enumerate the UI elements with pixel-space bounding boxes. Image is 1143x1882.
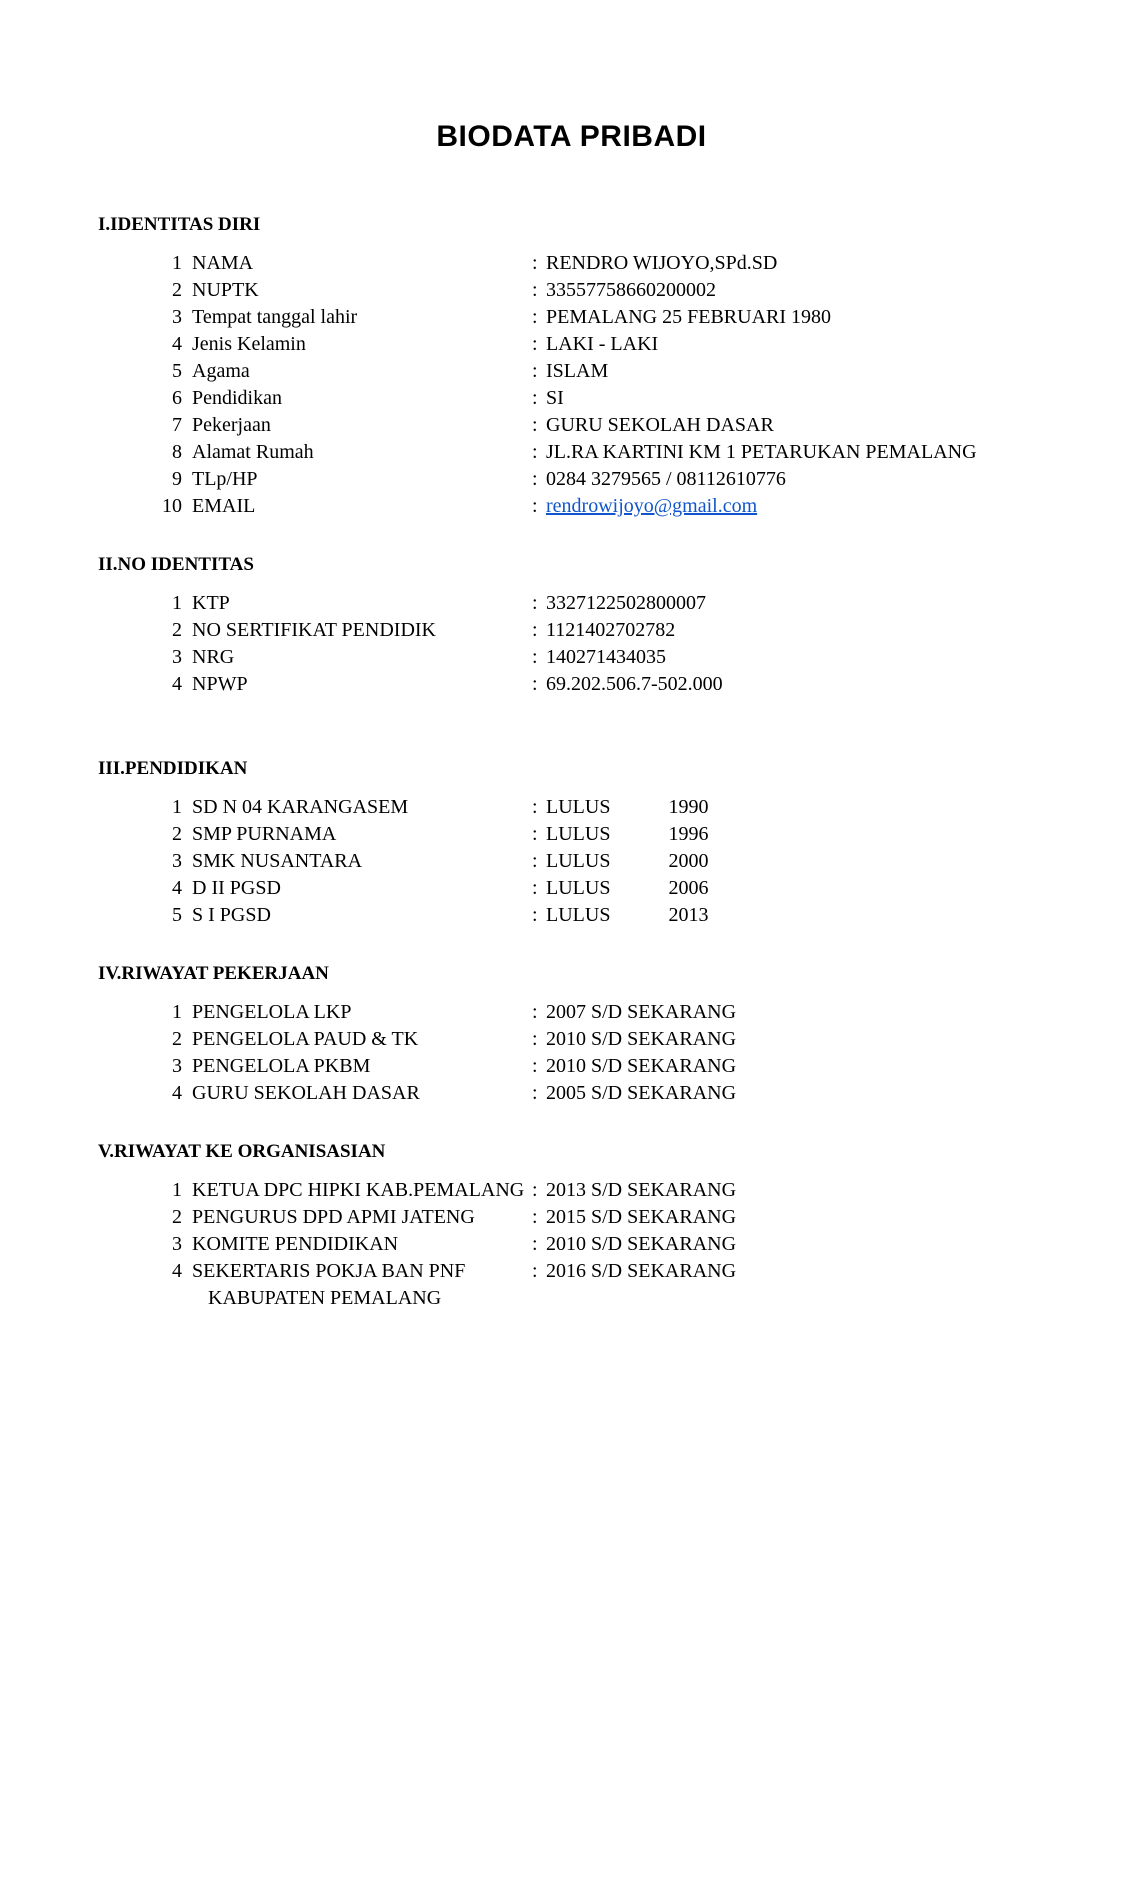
- list-item: [150, 1026, 1053, 1053]
- row-colon: :: [532, 823, 538, 845]
- row-value: ISLAM: [546, 360, 609, 382]
- row-label: PENGELOLA LKP: [192, 1001, 352, 1023]
- list-item: [150, 1258, 1053, 1285]
- list-item: [150, 331, 1053, 358]
- row-number: 2: [172, 279, 182, 301]
- row-label: S I PGSD: [192, 904, 271, 926]
- row-value: LAKI - LAKI: [546, 333, 659, 355]
- row-value: LULUS: [546, 877, 611, 899]
- section-riwayat-organisasi: [90, 1141, 1053, 1312]
- row-value: 1121402702782: [546, 619, 676, 641]
- list-item: [150, 617, 1053, 644]
- row-label: KTP: [192, 592, 230, 614]
- row-colon: :: [532, 796, 538, 818]
- section-rows: [90, 590, 1053, 698]
- row-label: KOMITE PENDIDIKAN: [192, 1233, 399, 1255]
- section-heading: V.RIWAYAT KE ORGANISASIAN: [98, 1141, 386, 1162]
- row-value: PEMALANG 25 FEBRUARI 1980: [546, 306, 832, 328]
- row-colon: :: [532, 646, 538, 668]
- list-item: [150, 590, 1053, 617]
- section-identitas-diri: [90, 214, 1053, 520]
- row-value: SI: [546, 387, 564, 409]
- row-value: LULUS: [546, 904, 611, 926]
- list-item: [150, 358, 1053, 385]
- row-colon: :: [532, 279, 538, 301]
- list-item: [150, 277, 1053, 304]
- row-colon: :: [532, 1260, 538, 1282]
- row-label: PENGELOLA PAUD & TK: [192, 1028, 419, 1050]
- row-colon: :: [532, 441, 538, 463]
- row-number: 1: [172, 252, 182, 274]
- row-label: EMAIL: [192, 495, 256, 517]
- row-number: 3: [172, 646, 182, 668]
- row-number: 6: [172, 387, 182, 409]
- row-number: 5: [172, 360, 182, 382]
- row-label: Pekerjaan: [192, 414, 271, 436]
- row-label: KETUA DPC HIPKI KAB.PEMALANG: [192, 1179, 525, 1201]
- row-label: SEKERTARIS POKJA BAN PNF: [192, 1260, 466, 1282]
- row-label: NRG: [192, 646, 235, 668]
- row-colon: :: [532, 1233, 538, 1255]
- list-item: [150, 412, 1053, 439]
- row-label: D II PGSD: [192, 877, 281, 899]
- row-number: 4: [172, 333, 182, 355]
- row-number: 4: [172, 1082, 182, 1104]
- row-number: 2: [172, 1028, 182, 1050]
- section-pendidikan: [90, 758, 1053, 929]
- row-value: LULUS: [546, 850, 611, 872]
- list-item: [150, 644, 1053, 671]
- section-heading: IV.RIWAYAT PEKERJAAN: [98, 963, 329, 984]
- row-number: 4: [172, 1260, 182, 1282]
- row-number: 3: [172, 850, 182, 872]
- row-number: 2: [172, 619, 182, 641]
- row-label: NPWP: [192, 673, 248, 695]
- row-value: 2007 S/D SEKARANG: [546, 1001, 737, 1023]
- row-number: 8: [172, 441, 182, 463]
- section-heading: I.IDENTITAS DIRI: [98, 214, 261, 235]
- row-colon: :: [532, 468, 538, 490]
- row-year: 2000: [668, 850, 709, 872]
- row-value: 2016 S/D SEKARANG: [546, 1260, 737, 1282]
- list-item: [150, 1204, 1053, 1231]
- row-colon: :: [532, 1028, 538, 1050]
- list-item: [150, 1080, 1053, 1107]
- list-item: [150, 439, 1053, 466]
- row-label: SD N 04 KARANGASEM: [192, 796, 409, 818]
- section-heading: II.NO IDENTITAS: [98, 554, 254, 575]
- list-item: [150, 821, 1053, 848]
- row-number: 4: [172, 673, 182, 695]
- list-item: [150, 848, 1053, 875]
- row-number: 9: [172, 468, 182, 490]
- row-number: 2: [172, 1206, 182, 1228]
- row-value: GURU SEKOLAH DASAR: [546, 414, 774, 436]
- row-colon: :: [532, 360, 538, 382]
- row-value: 140271434035: [546, 646, 666, 668]
- row-colon: :: [532, 592, 538, 614]
- row-label: KABUPATEN PEMALANG: [208, 1287, 442, 1309]
- spacer: [90, 732, 1053, 758]
- row-colon: :: [532, 619, 538, 641]
- list-item: [150, 250, 1053, 277]
- row-number: 1: [172, 1001, 182, 1023]
- row-colon: :: [532, 333, 538, 355]
- list-item: [150, 385, 1053, 412]
- row-colon: :: [532, 1055, 538, 1077]
- list-item: [150, 1231, 1053, 1258]
- row-year: 1990: [668, 796, 709, 818]
- row-colon: :: [532, 850, 538, 872]
- row-number: 3: [172, 1233, 182, 1255]
- row-label: Agama: [192, 360, 250, 382]
- row-colon: :: [532, 414, 538, 436]
- row-value: 2005 S/D SEKARANG: [546, 1082, 737, 1104]
- row-value: 69.202.506.7-502.000: [546, 673, 723, 695]
- row-colon: :: [532, 252, 538, 274]
- row-colon: :: [532, 495, 538, 517]
- row-number: 5: [172, 904, 182, 926]
- list-item-continuation: [150, 1285, 1053, 1312]
- row-label: NAMA: [192, 252, 254, 274]
- row-label: NO SERTIFIKAT PENDIDIK: [192, 619, 436, 641]
- list-item: [150, 493, 1053, 520]
- row-number: 3: [172, 306, 182, 328]
- section-rows: [90, 999, 1053, 1107]
- row-value: 2015 S/D SEKARANG: [546, 1206, 737, 1228]
- row-colon: :: [532, 1001, 538, 1023]
- section-rows: [90, 794, 1053, 929]
- row-value: 2010 S/D SEKARANG: [546, 1028, 737, 1050]
- list-item: [150, 902, 1053, 929]
- row-number: 10: [162, 495, 182, 517]
- row-label: NUPTK: [192, 279, 259, 301]
- row-value: 2010 S/D SEKARANG: [546, 1233, 737, 1255]
- list-item: [150, 1053, 1053, 1080]
- section-rows: [90, 1177, 1053, 1312]
- row-value: LULUS: [546, 796, 611, 818]
- row-number: 1: [172, 592, 182, 614]
- row-value: JL.RA KARTINI KM 1 PETARUKAN PEMALANG: [546, 441, 977, 463]
- section-no-identitas: [90, 554, 1053, 698]
- row-label: Jenis Kelamin: [192, 333, 306, 355]
- row-value: 0284 3279565 / 08112610776: [546, 468, 786, 490]
- section-rows: [90, 250, 1053, 520]
- row-colon: :: [532, 673, 538, 695]
- row-value: 2010 S/D SEKARANG: [546, 1055, 737, 1077]
- row-label: Tempat tanggal lahir: [192, 306, 358, 328]
- row-colon: :: [532, 1179, 538, 1201]
- row-year: 2006: [668, 877, 709, 899]
- row-value: 2013 S/D SEKARANG: [546, 1179, 737, 1201]
- row-value: LULUS: [546, 823, 611, 845]
- row-label: GURU SEKOLAH DASAR: [192, 1082, 420, 1104]
- row-colon: :: [532, 904, 538, 926]
- list-item: [150, 671, 1053, 698]
- row-colon: :: [532, 306, 538, 328]
- section-riwayat-pekerjaan: [90, 963, 1053, 1107]
- list-item: [150, 999, 1053, 1026]
- page-title: BIODATA PRIBADI: [436, 120, 707, 153]
- row-label: SMK NUSANTARA: [192, 850, 363, 872]
- row-label: SMP PURNAMA: [192, 823, 337, 845]
- row-label: Pendidikan: [192, 387, 282, 409]
- row-label: Alamat Rumah: [192, 441, 314, 463]
- row-year: 1996: [668, 823, 709, 845]
- list-item: [150, 875, 1053, 902]
- email-link[interactable]: rendrowijoyo@gmail.com: [546, 495, 758, 517]
- row-label: TLp/HP: [192, 468, 258, 490]
- section-heading: III.PENDIDIKAN: [98, 758, 248, 779]
- list-item: [150, 304, 1053, 331]
- row-number: 3: [172, 1055, 182, 1077]
- row-colon: :: [532, 1082, 538, 1104]
- row-colon: :: [532, 387, 538, 409]
- row-number: 4: [172, 877, 182, 899]
- row-value: 3327122502800007: [546, 592, 706, 614]
- row-number: 1: [172, 796, 182, 818]
- row-year: 2013: [668, 904, 709, 926]
- row-number: 2: [172, 823, 182, 845]
- row-label: PENGELOLA PKBM: [192, 1055, 371, 1077]
- list-item: [150, 1177, 1053, 1204]
- list-item: [150, 794, 1053, 821]
- row-number: 1: [172, 1179, 182, 1201]
- list-item: [150, 466, 1053, 493]
- row-value: RENDRO WIJOYO,SPd.SD: [546, 252, 778, 274]
- row-label: PENGURUS DPD APMI JATENG: [192, 1206, 475, 1228]
- row-colon: :: [532, 877, 538, 899]
- row-number: 7: [172, 414, 182, 436]
- row-colon: :: [532, 1206, 538, 1228]
- row-value: 33557758660200002: [546, 279, 716, 301]
